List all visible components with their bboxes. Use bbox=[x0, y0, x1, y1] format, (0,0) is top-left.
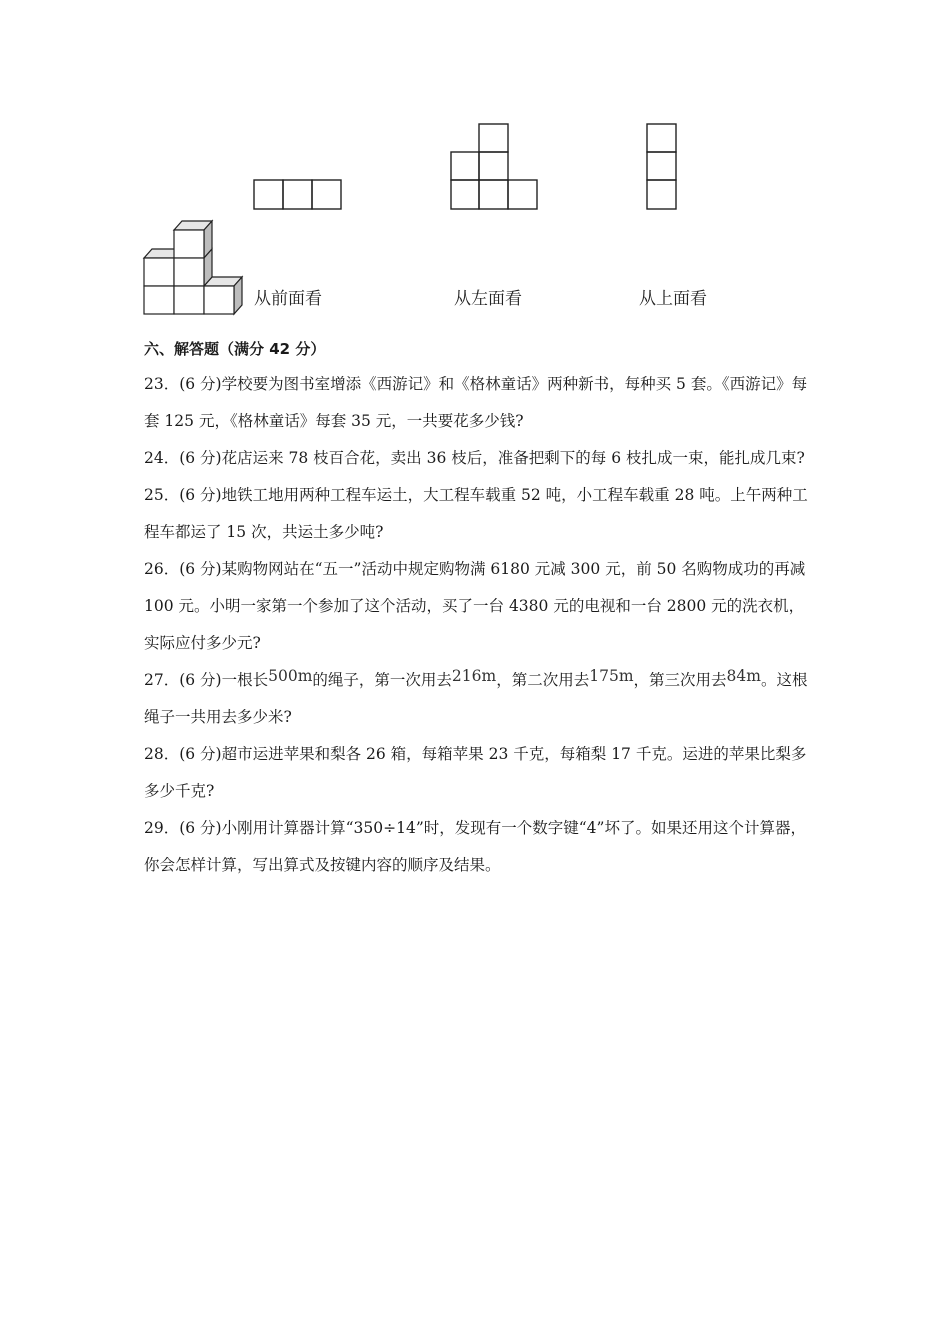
q27-part-5: 。这根绳子一共用去多少米? bbox=[144, 671, 808, 726]
q27-part-1: 27．(6 分)一根长 bbox=[144, 671, 269, 689]
front-view-label: 从前面看 bbox=[254, 289, 322, 309]
question-29: 29．(6 分)小刚用计算器计算“350÷14”时，发现有一个数字键“4”坏了。如果还用这个计算器，你会怎样计算，写出算式及按键内容的顺序及结果。 bbox=[144, 819, 806, 874]
question-28: 28．(6 分)超市运进苹果和梨各 26 箱，每箱苹果 23 千克，每箱梨 17 千克。运进的苹果比梨多多少千克? bbox=[144, 745, 807, 800]
question-list bbox=[144, 366, 809, 884]
q27-part-2: 的绳子，第一次用去 bbox=[312, 671, 452, 689]
question-23: 23．(6 分)学校要为图书室增添《西游记》和《格林童话》两种新书，每种买 5 套。《西游记》每套 125 元，《格林童话》每套 35 元，一共要花多少钱? bbox=[144, 375, 808, 430]
q27-part-3: ，第二次用去 bbox=[496, 671, 590, 689]
front-view-diagram bbox=[254, 180, 341, 209]
top-view-diagram bbox=[647, 124, 676, 209]
cube-stack-illustration bbox=[144, 221, 242, 314]
q27-length-third: 84m bbox=[726, 667, 761, 685]
three-views-figure bbox=[0, 0, 950, 320]
question-24: 24．(6 分)花店运来 78 枝百合花，卖出 36 枝后，准备把剩下的每 6 枝扎成一束，能扎成几束? bbox=[144, 449, 805, 467]
q27-length-second: 175m bbox=[589, 667, 634, 685]
question-25: 25．(6 分)地铁工地用两种工程车运土，大工程车载重 52 吨，小工程车载重 28 吨。上午两种工程车都运了 15 次，共运土多少吨? bbox=[144, 486, 808, 541]
q27-part-4: ，第三次用去 bbox=[633, 671, 727, 689]
question-27 bbox=[144, 662, 809, 736]
q27-length-first: 216m bbox=[451, 667, 497, 685]
question-26: 26．(6 分)某购物网站在“五一”活动中规定购物满 6180 元减 300 元，前 50 名购物成功的再减 100 元。小明一家第一个参加了这个活动，买了一台 4380 元的电视和一台 2800 元的洗衣机，实际应付多少元? bbox=[144, 560, 806, 652]
q27-length-total: 500m bbox=[268, 667, 313, 685]
left-view-diagram bbox=[451, 124, 537, 209]
left-view-label: 从左面看 bbox=[454, 289, 522, 309]
section-title: 六、解答题（满分 42 分） bbox=[144, 340, 326, 358]
top-view-label: 从上面看 bbox=[639, 289, 707, 309]
